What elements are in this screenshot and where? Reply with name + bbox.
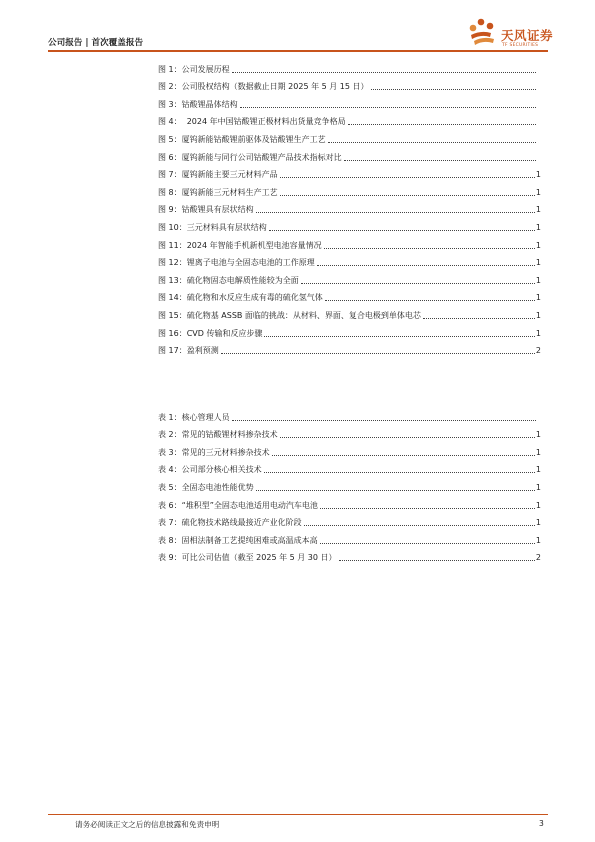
toc-figure-entry[interactable] bbox=[158, 198, 541, 216]
toc-entry-page: 1 bbox=[535, 240, 541, 250]
toc-figure-entry[interactable] bbox=[158, 215, 541, 233]
toc-dot-leader bbox=[371, 89, 536, 90]
toc-entry-title: 图 5：厦钨新能钴酸锂前驱体及钴酸锂生产工艺 bbox=[158, 134, 326, 144]
toc-entry-title: 图 1：公司发展历程 bbox=[158, 64, 230, 74]
toc-entry-title: 表 4：公司部分核心相关技术 bbox=[158, 465, 262, 475]
toc-entry-title: 图 11：2024 年智能手机新机型电池容量情况 bbox=[158, 240, 322, 250]
toc-figure-entry[interactable] bbox=[158, 339, 541, 357]
toc-dot-leader bbox=[232, 420, 536, 421]
toc-dot-leader bbox=[304, 525, 535, 526]
toc-entry-title: 图 2：公司股权结构（数据截止日期 2025 年 5 月 15 日） bbox=[158, 82, 369, 92]
toc-entry-title: 表 1：核心管理人员 bbox=[158, 412, 230, 422]
toc-entry-title: 图 16：CVD 传输和反应步骤 bbox=[158, 328, 263, 338]
toc-entry-page: 1 bbox=[535, 170, 541, 180]
toc-entry-page: 1 bbox=[535, 430, 541, 440]
toc-dot-leader bbox=[264, 472, 535, 473]
toc-table-entry[interactable] bbox=[158, 440, 541, 458]
toc-entry-page: 2 bbox=[535, 346, 541, 356]
toc-table-entry[interactable] bbox=[158, 423, 541, 441]
toc-dot-leader bbox=[280, 177, 535, 178]
toc-entry-page: 1 bbox=[535, 447, 541, 457]
toc-entry-title: 图 12：锂离子电池与全固态电池的工作原理 bbox=[158, 258, 315, 268]
footer-disclaimer: 请务必阅读正文之后的信息披露和免责申明 bbox=[75, 820, 220, 829]
toc-figure-entry[interactable] bbox=[158, 110, 541, 128]
toc-entry-title: 图 4： 2024 年中国钴酸锂正极材料出货量竞争格局 bbox=[158, 117, 346, 127]
toc-entry-title: 图 9：钴酸锂具有层状结构 bbox=[158, 205, 254, 215]
toc-dot-leader bbox=[232, 72, 536, 73]
toc-figure-entry[interactable] bbox=[158, 57, 541, 75]
toc-entry-title: 图 10：三元材料具有层状结构 bbox=[158, 222, 267, 232]
toc-entry-title: 表 6：“堆积型”全固态电池适用电动汽车电池 bbox=[158, 500, 318, 510]
toc-dot-leader bbox=[339, 560, 535, 561]
toc-dot-leader bbox=[320, 543, 535, 544]
toc-entry-title: 表 5：全固态电池性能优势 bbox=[158, 482, 254, 492]
toc-entry-title: 图 14：硫化物和水反应生成有毒的硫化氢气体 bbox=[158, 293, 323, 303]
toc-entry-page: 1 bbox=[535, 482, 541, 492]
figure-index bbox=[158, 57, 541, 356]
toc-dot-leader bbox=[423, 318, 535, 319]
toc-figure-entry[interactable] bbox=[158, 163, 541, 181]
toc-figure-entry[interactable] bbox=[158, 233, 541, 251]
toc-entry-title: 表 9：可比公司估值（截至 2025 年 5 月 30 日） bbox=[158, 553, 337, 563]
toc-dot-leader bbox=[221, 353, 535, 354]
toc-dot-leader bbox=[269, 230, 535, 231]
toc-entry-title: 图 6：厦钨新能与同行公司钴酸锂产品技术指标对比 bbox=[158, 152, 342, 162]
header-divider bbox=[48, 50, 548, 52]
toc-entry-title: 图 17：盈利预测 bbox=[158, 346, 219, 356]
toc-entry-title: 表 7：硫化物技术路线最接近产业化阶段 bbox=[158, 518, 302, 528]
logo-text-en: TF SECURITIES bbox=[502, 43, 539, 48]
toc-table-entry[interactable] bbox=[158, 511, 541, 529]
toc-figure-entry[interactable] bbox=[158, 286, 541, 304]
toc-dot-leader bbox=[280, 437, 535, 438]
toc-entry-title: 图 8：厦钨新能三元材料生产工艺 bbox=[158, 187, 278, 197]
toc-figure-entry[interactable] bbox=[158, 303, 541, 321]
toc-entry-title: 图 3：钴酸锂晶体结构 bbox=[158, 99, 238, 109]
toc-dot-leader bbox=[348, 124, 536, 125]
toc-entry-page: 1 bbox=[535, 518, 541, 528]
toc-entry-page: 1 bbox=[535, 293, 541, 303]
toc-table-entry[interactable] bbox=[158, 528, 541, 546]
toc-dot-leader bbox=[240, 107, 536, 108]
toc-entry-title: 表 2：常见的钴酸锂材料掺杂技术 bbox=[158, 430, 278, 440]
toc-entry-page: 1 bbox=[535, 500, 541, 510]
company-logo bbox=[466, 17, 562, 51]
toc-entry-page: 1 bbox=[535, 258, 541, 268]
toc-dot-leader bbox=[301, 283, 535, 284]
footer-divider bbox=[48, 814, 548, 815]
toc-figure-entry[interactable] bbox=[158, 145, 541, 163]
report-type-label: 公司报告 | 首次覆盖报告 bbox=[48, 38, 144, 48]
toc-entry-page: 1 bbox=[535, 328, 541, 338]
toc-figure-entry[interactable] bbox=[158, 180, 541, 198]
toc-dot-leader bbox=[256, 212, 535, 213]
toc-dot-leader bbox=[320, 508, 535, 509]
toc-figure-entry[interactable] bbox=[158, 321, 541, 339]
toc-entry-page: 1 bbox=[535, 535, 541, 545]
toc-dot-leader bbox=[325, 300, 535, 301]
toc-figure-entry[interactable] bbox=[158, 268, 541, 286]
toc-figure-entry[interactable] bbox=[158, 75, 541, 93]
toc-entry-page: 1 bbox=[535, 465, 541, 475]
toc-dot-leader bbox=[324, 248, 535, 249]
toc-entry-title: 图 15：硫化物基 ASSB 面临的挑战：从材料、界面、复合电极到单体电芯 bbox=[158, 310, 421, 320]
toc-figure-entry[interactable] bbox=[158, 92, 541, 110]
toc-figure-entry[interactable] bbox=[158, 127, 541, 145]
toc-table-entry[interactable] bbox=[158, 405, 541, 423]
toc-table-entry[interactable] bbox=[158, 458, 541, 476]
table-index bbox=[158, 405, 541, 563]
toc-entry-title: 表 8：固相法制备工艺提纯困难或高温成本高 bbox=[158, 535, 318, 545]
toc-entry-page: 1 bbox=[535, 205, 541, 215]
toc-entry-title: 图 13：硫化物固态电解质性能较为全面 bbox=[158, 275, 299, 285]
toc-dot-leader bbox=[256, 490, 535, 491]
toc-table-entry[interactable] bbox=[158, 546, 541, 564]
toc-dot-leader bbox=[280, 195, 535, 196]
toc-entry-page: 1 bbox=[535, 310, 541, 320]
toc-dot-leader bbox=[264, 336, 534, 337]
toc-dot-leader bbox=[344, 160, 536, 161]
toc-dot-leader bbox=[328, 142, 536, 143]
toc-figure-entry[interactable] bbox=[158, 251, 541, 269]
toc-dot-leader bbox=[272, 455, 535, 456]
toc-entry-page: 2 bbox=[535, 553, 541, 563]
toc-entry-page: 1 bbox=[535, 222, 541, 232]
toc-entry-title: 图 7：厦钨新能主要三元材料产品 bbox=[158, 170, 278, 180]
logo-text-cn: 天风证券 bbox=[501, 28, 554, 43]
page-number: 3 bbox=[539, 819, 544, 828]
toc-table-entry[interactable] bbox=[158, 493, 541, 511]
toc-dot-leader bbox=[317, 265, 535, 266]
toc-table-entry[interactable] bbox=[158, 475, 541, 493]
toc-entry-page: 1 bbox=[535, 187, 541, 197]
toc-entry-title: 表 3：常见的三元材料掺杂技术 bbox=[158, 447, 270, 457]
toc-entry-page: 1 bbox=[535, 275, 541, 285]
tf-logo-icon bbox=[466, 17, 500, 51]
